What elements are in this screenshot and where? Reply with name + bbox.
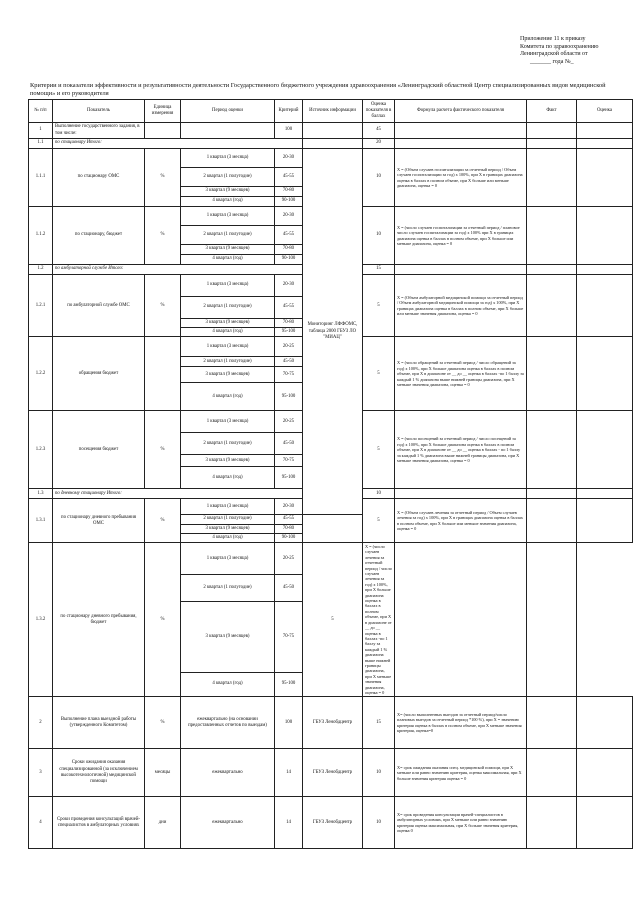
- period-h1: 2 квартал (1 полугодие): [181, 515, 275, 524]
- criterion-range: 70-80: [275, 245, 303, 255]
- col-rating: Оценка: [577, 100, 633, 123]
- col-unit: Единица измерения: [145, 100, 181, 123]
- row-score: 15: [363, 697, 395, 749]
- col-source: Источник информации: [303, 100, 363, 123]
- period-year: 4 квартал (год): [181, 383, 275, 411]
- row-indicator: Сроки ожидания оказания специализированной (за исключением высокотехнологичной) медицинской помощи: [53, 749, 145, 797]
- order-reference: [520, 36, 630, 66]
- table-row: [29, 139, 633, 149]
- criterion-range: 95-100: [275, 467, 303, 489]
- row-score: 15: [363, 265, 395, 275]
- row-indicator: Выполнение плана выездной работы (утвержденного Комитетом): [53, 697, 145, 749]
- row-indicator: Выполнение государственного задания, в том числе:: [53, 123, 145, 139]
- row-unit: дни: [145, 797, 181, 849]
- row-num: 3: [29, 749, 53, 797]
- row-score: 10: [363, 749, 395, 797]
- row-rating: [577, 499, 633, 543]
- period-q1: 1 квартал (3 месяца): [181, 499, 275, 515]
- row-rating: [577, 337, 633, 411]
- row-fact: [527, 411, 577, 489]
- row-period: ежеквартально: [181, 749, 275, 797]
- criterion-range: 20-30: [275, 149, 303, 168]
- period-h1: 2 квартал (1 полугодие): [181, 297, 275, 319]
- period-h1: 2 квартал (1 полугодие): [181, 575, 275, 602]
- row-formula: X= (число выполненных выездов за отчетный период/число плановых выездов за отчетный период *100 %), при X = значению критерия оценка в баллах в полном объеме, при X меньше значения критерия, оценка=0: [395, 697, 527, 749]
- period-q3: 3 квартал (9 месяцев): [181, 602, 275, 672]
- period-h1: 2 квартал (1 полугодие): [181, 226, 275, 245]
- row-source: ГБУЗ Ленобдцентр: [303, 749, 363, 797]
- period-q1: 1 квартал (3 месяца): [181, 543, 275, 575]
- row-num: 1: [29, 123, 53, 139]
- criterion-range: 90-100: [275, 255, 303, 265]
- criterion-range: 90-100: [275, 197, 303, 207]
- row-score: 10: [363, 489, 395, 499]
- col-fact: Факт: [527, 100, 577, 123]
- criterion-range: 20-30: [275, 499, 303, 515]
- row-fact: [527, 797, 577, 849]
- row-score: 5: [363, 275, 395, 337]
- criterion-range: 45-50: [275, 357, 303, 367]
- document-title: Критерии и показатели эффективности и результативности деятельности Государственного бюджетного учреждения здравоохранения «Ленинградский областной Центр специализированных видов медицинской помощи» и его руководителя: [30, 82, 606, 97]
- row-unit: месяцы: [145, 749, 181, 797]
- row-formula: X = (Объем случаев лечения за отчетный период / Объем случаев лечения за год) х 100%, при X в границах диапазона оценка в баллах в полном объеме, при X больше или меньше значения диапазона, оценка = 0: [395, 499, 527, 543]
- row-rating: [577, 697, 633, 749]
- period-q1: 1 квартал (3 месяца): [181, 411, 275, 433]
- row-formula: X = (Объем амбулаторной медицинской помощи за отчетный период / Объем амбулаторной медицинской помощи за год) х 100%, при X границах диапазона оценка в баллах в полном объеме, при X больше или меньше значения диапазона, оценка = 0: [395, 275, 527, 337]
- criterion-range: 95-100: [275, 328, 303, 337]
- row-score: 5: [363, 411, 395, 489]
- row-num: 1.3.2: [29, 543, 53, 697]
- row-indicator: по стационару Итого:: [53, 139, 303, 149]
- row-num: 2: [29, 697, 53, 749]
- row-score: 5: [363, 499, 395, 543]
- order-line-3: Ленинградской области от: [520, 51, 588, 57]
- row-num: 1.1.2: [29, 207, 53, 265]
- table-row: [29, 149, 633, 168]
- row-formula: X = (число посещений за отчетный период / число посещений за год) х 100%, при X больше диапазона оценка в баллах в полном объеме, при X в диапазоне от __ до __ оценка в баллах - по 1 баллу за каждый 1 % диапазона выше нижней границы диапазона, при X меньше значения диапазона, оценка = 0: [395, 411, 527, 489]
- row-score: 5: [363, 337, 395, 411]
- period-q1: 1 квартал (3 месяца): [181, 275, 275, 297]
- table-row: [29, 123, 633, 139]
- period-h1: 2 квартал (1 полугодие): [181, 168, 275, 187]
- row-num: 1.1.1: [29, 149, 53, 207]
- row-rating: [577, 275, 633, 337]
- row-num: 1.2.3: [29, 411, 53, 489]
- row-unit: %: [145, 499, 181, 543]
- period-q3: 3 квартал (9 месяцев): [181, 367, 275, 383]
- criterion-range: 20-25: [275, 411, 303, 433]
- table-row: [29, 543, 633, 575]
- row-source: ГБУЗ Ленобдцентр: [303, 797, 363, 849]
- period-q3: 3 квартал (9 месяцев): [181, 524, 275, 533]
- row-criterion: 100: [275, 123, 303, 139]
- order-line-1: Приложение 11 к приказу: [520, 36, 586, 42]
- row-formula: X = (число обращений за отчетный период / число обращений за год) х 100%, при X больше диапазона оценка в баллах в полном объеме, при X в диапазоне от __ до __ оценка в баллах -по 1 баллу за каждый 1 % диапазона выше нижней границы диапазона, при X меньше значения диапазона, оценка = 0: [395, 337, 527, 411]
- table-header-row: [29, 100, 633, 123]
- row-num: 1.1: [29, 139, 53, 149]
- criterion-range: 45-55: [275, 168, 303, 187]
- row-formula: X= срок проведения консультации врачей-специалистов в амбулаторных условиях, при X меньше или равно значению критерия оценка максимальная, при X больше значения критерия, оценка 0: [395, 797, 527, 849]
- row-num: 1.2.2: [29, 337, 53, 411]
- period-year: 4 квартал (год): [181, 328, 275, 337]
- criterion-range: 45-55: [275, 226, 303, 245]
- criterion-range: 20-25: [275, 337, 303, 357]
- row-source: ГБУЗ Ленобдцентр: [303, 697, 363, 749]
- col-criterion: Критерий: [275, 100, 303, 123]
- criterion-range: 20-30: [275, 275, 303, 297]
- criterion-range: 70-80: [275, 187, 303, 197]
- period-q3: 3 квартал (9 месяцев): [181, 187, 275, 197]
- row-fact: [395, 543, 527, 697]
- row-indicator: по дневному стационару Итого:: [53, 489, 303, 499]
- row-score: 10: [363, 207, 395, 265]
- col-num: № п/п: [29, 100, 53, 123]
- period-q1: 1 квартал (3 месяца): [181, 337, 275, 357]
- table-row: [29, 797, 633, 849]
- order-line-2: Комитета по здравоохранению: [520, 43, 599, 50]
- period-q3: 3 квартал (9 месяцев): [181, 455, 275, 467]
- row-score: 45: [363, 123, 395, 139]
- table-row: [29, 697, 633, 749]
- row-rating: [577, 797, 633, 849]
- row-indicator: по амбулаторной службе ОМС: [53, 275, 145, 337]
- col-indicator: Показатель: [53, 100, 145, 123]
- row-rating: [577, 411, 633, 489]
- row-unit: %: [145, 275, 181, 337]
- row-score: 5: [303, 543, 363, 697]
- row-fact: [527, 697, 577, 749]
- criterion-range: 20-25: [275, 543, 303, 575]
- row-unit: %: [145, 411, 181, 489]
- row-formula: X = (число случаев госпитализации за отчетный период / плановое число случаев госпитализации за год) х 100% при X в границах диапазона оценка в баллах в полном объеме, при X больше или меньше диапазона, оценка = 0: [395, 207, 527, 265]
- criterion-range: 70-75: [275, 367, 303, 383]
- row-unit: %: [145, 543, 181, 697]
- row-criterion: 100: [275, 697, 303, 749]
- period-year: 4 квартал (год): [181, 197, 275, 207]
- col-formula: Формула расчета фактического показателя: [395, 100, 527, 123]
- period-h1: 2 квартал (1 полугодие): [181, 357, 275, 367]
- row-criterion: 14: [275, 797, 303, 849]
- row-indicator: Сроки проведения консультаций врачей-специалистов в амбулаторных условиях: [53, 797, 145, 849]
- criterion-range: 95-100: [275, 672, 303, 697]
- criterion-range: 70-75: [275, 455, 303, 467]
- row-rating: [527, 543, 577, 697]
- criterion-range: 70-75: [275, 602, 303, 672]
- criteria-table: [28, 99, 633, 849]
- criterion-range: 20-30: [275, 207, 303, 226]
- criterion-range: 70-80: [275, 319, 303, 328]
- table-row: [29, 749, 633, 797]
- criterion-range: 45-50: [275, 433, 303, 455]
- period-year: 4 квартал (год): [181, 255, 275, 265]
- row-num: 1.3.1: [29, 499, 53, 543]
- row-fact: [527, 207, 577, 265]
- period-year: 4 квартал (год): [181, 467, 275, 489]
- criterion-range: 95-100: [275, 383, 303, 411]
- row-rating: [577, 207, 633, 265]
- period-q1: 1 квартал (3 месяца): [181, 149, 275, 168]
- row-unit: [145, 337, 181, 411]
- row-formula: X = (число случаев лечения за отчетный период / число случаев лечения за год) х 100%, при X больше диапазона оценка в баллах в полном объеме, при X в диапазоне от __ до __ оценка в баллах -по 1 баллу за каждый 1 % диапазона выше нижней границы диапазона, при X меньше значения диапазона, оценка = 0: [363, 543, 395, 697]
- row-indicator: обращения бюджет: [53, 337, 145, 411]
- row-score: 20: [363, 139, 395, 149]
- criterion-range: 45-50: [275, 575, 303, 602]
- row-indicator: по стационару ОМС: [53, 149, 145, 207]
- row-num: 1.2.1: [29, 275, 53, 337]
- order-line-4: _______ года №_: [530, 58, 574, 65]
- row-score: 10: [363, 149, 395, 207]
- data-source: Мониторинг ЛФФОМС, таблица 2000 ГБУЗ ЛО "МИАЦ": [303, 149, 363, 515]
- row-fact: [527, 149, 577, 207]
- period-q1: 1 квартал (3 месяца): [181, 207, 275, 226]
- row-num: 1.2: [29, 265, 53, 275]
- row-rating: [577, 149, 633, 207]
- row-num: 1.3: [29, 489, 53, 499]
- criterion-range: 70-80: [275, 524, 303, 533]
- row-unit: %: [145, 697, 181, 749]
- row-fact: [527, 337, 577, 411]
- row-indicator: по стационару дневного пребывания ОМС: [53, 499, 145, 543]
- row-indicator: по стационару, бюджет: [53, 207, 145, 265]
- row-formula: X= срок ожидания оказания спец. медицинской помощи, при X меньше или равно значению критерия, оценка максимальная, при X больше значения критерия оценка = 0: [395, 749, 527, 797]
- period-q3: 3 квартал (9 месяцев): [181, 319, 275, 328]
- row-num: 4: [29, 797, 53, 849]
- row-indicator: по стационару дневного пребывания, бюджет: [53, 543, 145, 697]
- row-unit: %: [145, 149, 181, 207]
- period-year: 4 квартал (год): [181, 533, 275, 542]
- criterion-range: 45-55: [275, 297, 303, 319]
- row-period: ежеквартально (на основании предоставленных отчетов по выездам): [181, 697, 275, 749]
- row-period: ежеквартально: [181, 797, 275, 849]
- row-formula: X = (Объем случаев госпитализации за отчетный период / Объем случаев госпитализации за год) х 100%, при X в границах диапазона оценка в баллах в полном объеме, при X больше или меньше диапазона, оценка = 0: [395, 149, 527, 207]
- row-indicator: по амбулаторной службе Итого:: [53, 265, 303, 275]
- row-fact: [527, 749, 577, 797]
- row-indicator: посещения бюджет: [53, 411, 145, 489]
- period-q3: 3 квартал (9 месяцев): [181, 245, 275, 255]
- row-criterion: 14: [275, 749, 303, 797]
- row-unit: %: [145, 207, 181, 265]
- period-year: 4 квартал (год): [181, 672, 275, 697]
- period-h1: 2 квартал (1 полугодие): [181, 433, 275, 455]
- col-score: Оценка показателя в баллах: [363, 100, 395, 123]
- criterion-range: 90-100: [275, 533, 303, 542]
- row-fact: [527, 499, 577, 543]
- row-rating: [577, 749, 633, 797]
- row-score: 10: [363, 797, 395, 849]
- col-period: Период оценки: [181, 100, 275, 123]
- criterion-range: 45-55: [275, 515, 303, 524]
- row-fact: [527, 275, 577, 337]
